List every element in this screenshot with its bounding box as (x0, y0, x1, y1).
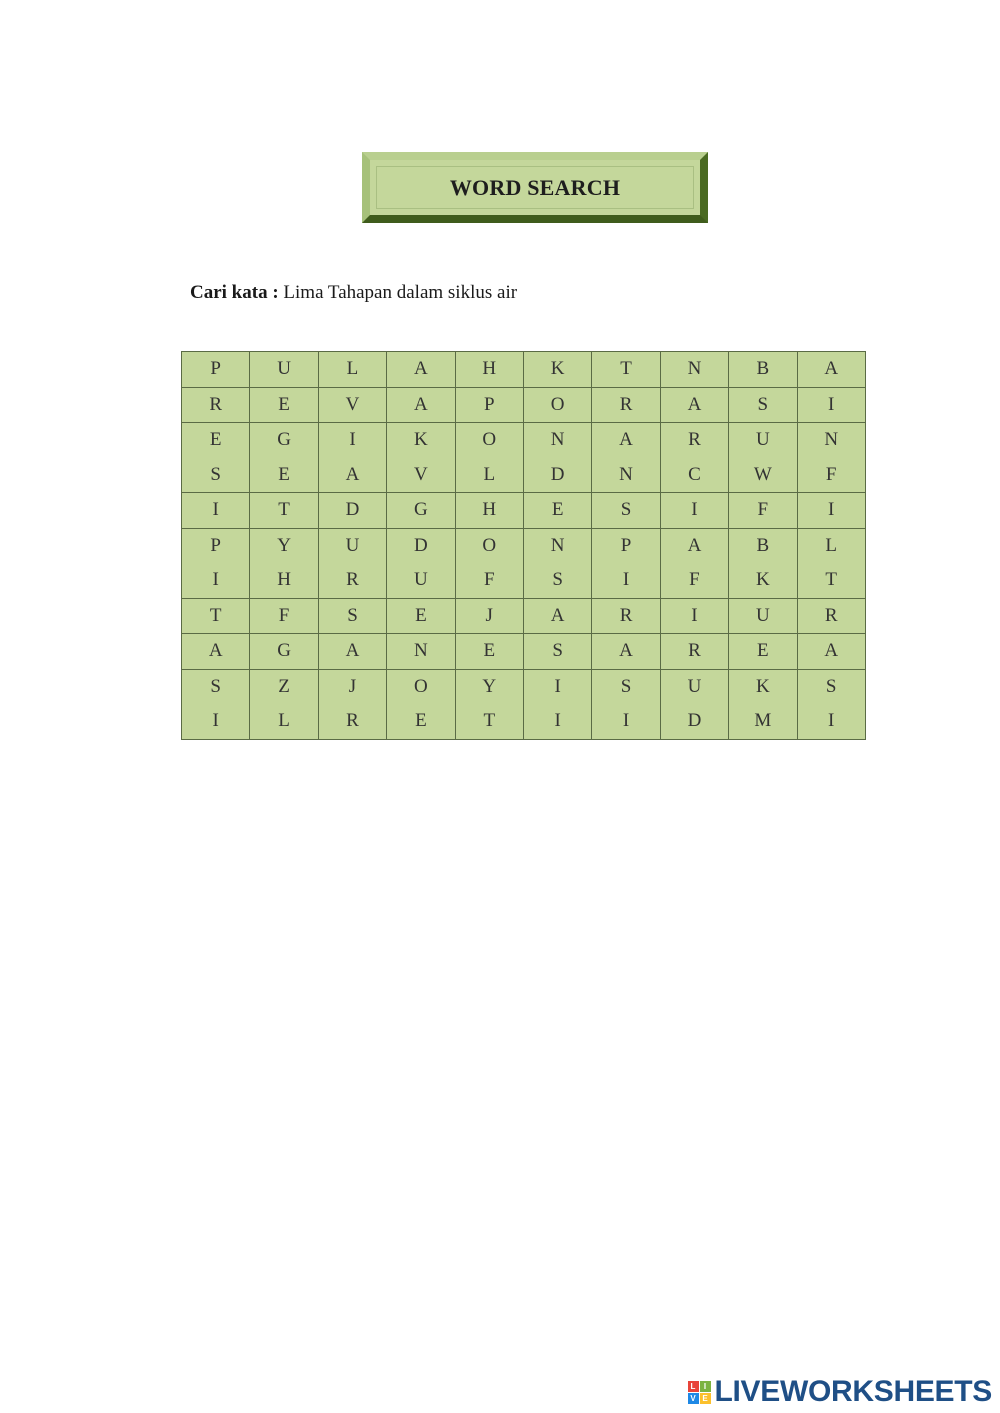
grid-cell[interactable]: R (592, 598, 660, 634)
grid-cell[interactable]: H (455, 352, 523, 388)
grid-cell[interactable]: L (455, 458, 523, 493)
brand-icon-tile: E (700, 1393, 711, 1404)
grid-cell[interactable]: B (729, 528, 797, 563)
grid-row (182, 634, 866, 670)
grid-cell[interactable]: U (318, 528, 386, 563)
grid-cell[interactable]: F (455, 563, 523, 598)
grid-cell[interactable]: F (729, 493, 797, 529)
grid-cell[interactable]: Y (455, 669, 523, 704)
grid-cell[interactable]: K (387, 423, 455, 458)
grid-row (182, 704, 866, 739)
grid-cell[interactable]: N (592, 458, 660, 493)
grid-cell[interactable]: R (660, 634, 728, 670)
grid-cell[interactable]: O (455, 423, 523, 458)
grid-cell[interactable]: U (660, 669, 728, 704)
instruction (190, 282, 517, 304)
grid-cell[interactable]: I (182, 704, 250, 739)
grid-cell[interactable]: Y (250, 528, 318, 563)
grid-row (182, 598, 866, 634)
grid-cell[interactable]: I (797, 704, 865, 739)
instruction-label: Cari kata : (190, 282, 279, 303)
grid-cell[interactable]: N (523, 528, 591, 563)
grid-cell[interactable]: J (318, 669, 386, 704)
grid-cell[interactable]: A (660, 387, 728, 423)
grid-cell[interactable]: D (660, 704, 728, 739)
grid-cell[interactable]: A (660, 528, 728, 563)
grid-row (182, 493, 866, 529)
title-banner (362, 152, 708, 223)
grid-cell[interactable]: N (797, 423, 865, 458)
grid-cell[interactable]: S (729, 387, 797, 423)
grid-cell[interactable]: E (250, 458, 318, 493)
grid-cell[interactable]: P (592, 528, 660, 563)
grid-cell[interactable]: K (729, 669, 797, 704)
grid-cell[interactable]: T (797, 563, 865, 598)
grid-cell[interactable]: A (387, 352, 455, 388)
grid-row (182, 563, 866, 598)
grid-cell[interactable]: I (182, 493, 250, 529)
grid-cell[interactable]: R (318, 704, 386, 739)
grid-cell[interactable]: A (182, 634, 250, 670)
grid-cell[interactable]: A (523, 598, 591, 634)
grid-cell[interactable]: E (387, 598, 455, 634)
grid-cell[interactable]: D (387, 528, 455, 563)
grid-cell[interactable]: I (523, 669, 591, 704)
grid-cell[interactable]: U (387, 563, 455, 598)
grid-cell[interactable]: A (592, 423, 660, 458)
grid-cell[interactable]: J (455, 598, 523, 634)
brand-name: LIVEWORKSHEETS (714, 1375, 992, 1408)
grid-cell[interactable]: T (455, 704, 523, 739)
instruction-text: Lima Tahapan dalam siklus air (283, 282, 518, 303)
grid-cell[interactable]: R (182, 387, 250, 423)
grid-cell[interactable]: G (250, 423, 318, 458)
grid-cell[interactable]: I (660, 598, 728, 634)
grid-cell[interactable]: E (523, 493, 591, 529)
grid-cell[interactable]: F (797, 458, 865, 493)
grid-cell[interactable]: S (592, 669, 660, 704)
grid-cell[interactable]: D (523, 458, 591, 493)
grid-cell[interactable]: N (660, 352, 728, 388)
brand-icon-tile: V (688, 1393, 699, 1404)
grid-cell[interactable]: C (660, 458, 728, 493)
grid-cell[interactable]: P (455, 387, 523, 423)
word-search-grid (181, 351, 866, 740)
grid-cell[interactable]: A (797, 634, 865, 670)
grid-cell[interactable]: E (387, 704, 455, 739)
grid-cell[interactable]: F (250, 598, 318, 634)
grid-cell[interactable]: A (318, 458, 386, 493)
grid-cell[interactable]: N (387, 634, 455, 670)
grid-cell[interactable]: R (797, 598, 865, 634)
grid-cell[interactable]: L (797, 528, 865, 563)
grid-cell[interactable]: P (182, 352, 250, 388)
grid-cell[interactable]: I (182, 563, 250, 598)
grid-cell[interactable]: E (729, 634, 797, 670)
grid-cell[interactable]: G (387, 493, 455, 529)
grid-cell[interactable]: M (729, 704, 797, 739)
grid-cell[interactable]: K (523, 352, 591, 388)
grid-cell[interactable]: W (729, 458, 797, 493)
grid-row (182, 528, 866, 563)
grid-cell[interactable]: F (660, 563, 728, 598)
grid-cell[interactable]: A (387, 387, 455, 423)
grid-cell[interactable]: O (523, 387, 591, 423)
grid-cell[interactable]: L (250, 704, 318, 739)
grid-cell[interactable]: L (318, 352, 386, 388)
grid-cell[interactable]: S (797, 669, 865, 704)
grid-cell[interactable]: N (523, 423, 591, 458)
grid-cell[interactable]: S (182, 458, 250, 493)
grid-cell[interactable]: R (318, 563, 386, 598)
grid-row (182, 423, 866, 458)
grid-cell[interactable]: R (660, 423, 728, 458)
brand-icon-tile: L (688, 1381, 699, 1392)
grid-cell[interactable]: U (729, 423, 797, 458)
grid-cell[interactable]: A (592, 634, 660, 670)
grid-cell[interactable]: G (250, 634, 318, 670)
grid-cell[interactable]: V (387, 458, 455, 493)
grid-cell[interactable]: U (729, 598, 797, 634)
grid-cell[interactable]: R (592, 387, 660, 423)
grid-cell[interactable]: T (592, 352, 660, 388)
grid-cell[interactable]: O (455, 528, 523, 563)
grid-cell[interactable]: S (318, 598, 386, 634)
grid-row (182, 458, 866, 493)
brand-icon-tile: I (700, 1381, 711, 1392)
title-inner-panel (376, 166, 694, 209)
grid-cell[interactable]: V (318, 387, 386, 423)
grid-cell[interactable]: I (523, 704, 591, 739)
grid-cell[interactable]: H (250, 563, 318, 598)
grid-cell[interactable]: I (797, 493, 865, 529)
grid-cell[interactable]: B (729, 352, 797, 388)
grid-cell[interactable]: D (318, 493, 386, 529)
grid-row (182, 387, 866, 423)
grid-cell[interactable]: T (250, 493, 318, 529)
grid-cell[interactable]: S (182, 669, 250, 704)
grid-cell[interactable]: Z (250, 669, 318, 704)
grid-cell[interactable]: I (592, 704, 660, 739)
grid-row (182, 669, 866, 704)
grid-cell[interactable]: H (455, 493, 523, 529)
grid-cell[interactable]: T (182, 598, 250, 634)
grid-cell[interactable]: S (523, 634, 591, 670)
grid-cell[interactable]: K (729, 563, 797, 598)
liveworksheets-icon (688, 1381, 711, 1404)
page-title: WORD SEARCH (449, 174, 621, 200)
grid-cell[interactable]: E (182, 423, 250, 458)
grid-row (182, 352, 866, 388)
grid-cell[interactable]: S (592, 493, 660, 529)
grid-cell[interactable]: I (592, 563, 660, 598)
grid-cell[interactable]: P (182, 528, 250, 563)
grid-cell[interactable]: E (455, 634, 523, 670)
grid-cell[interactable]: U (250, 352, 318, 388)
grid-cell[interactable]: A (318, 634, 386, 670)
brand-logo (688, 1374, 993, 1410)
grid-cell[interactable]: S (523, 563, 591, 598)
grid-cell[interactable]: O (387, 669, 455, 704)
grid-cell[interactable]: A (797, 352, 865, 388)
grid-cell[interactable]: I (797, 387, 865, 423)
grid-cell[interactable]: I (318, 423, 386, 458)
grid-cell[interactable]: E (250, 387, 318, 423)
grid-cell[interactable]: I (660, 493, 728, 529)
